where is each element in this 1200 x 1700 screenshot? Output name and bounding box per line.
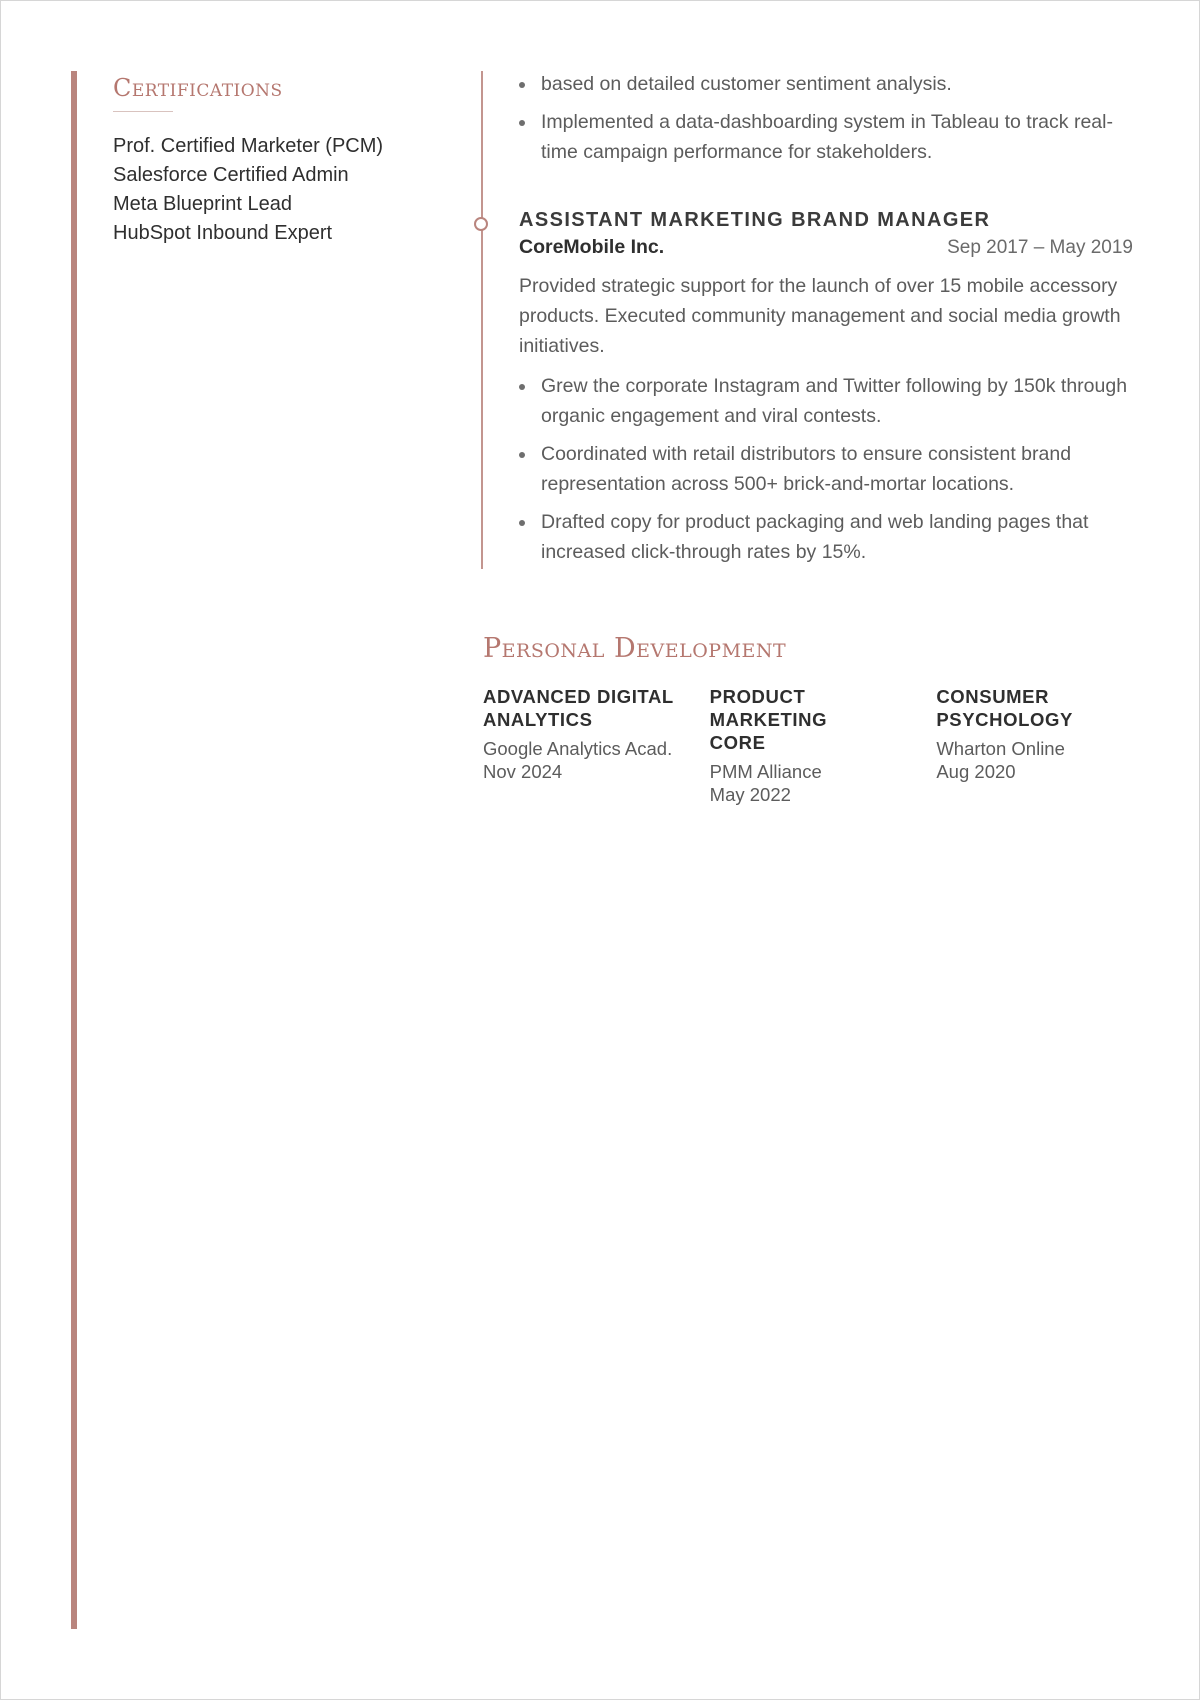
job-dates: Sep 2017 – May 2019 [947, 237, 1133, 258]
certification-item: Prof. Certified Marketer (PCM) [113, 135, 384, 157]
job-bullets [519, 371, 1133, 567]
bullet-item [519, 69, 1133, 99]
company-name: CoreMobile Inc. [519, 236, 665, 258]
job-summary: Provided strategic support for the launch of over 15 mobile accessory products. Executed community management and social media growth initiatives. [519, 275, 1121, 357]
personal-development-heading: Personal Development [483, 633, 787, 664]
certification-item: Meta Blueprint Lead [113, 193, 293, 215]
bullet-dot-icon [519, 120, 525, 126]
certifications-section [113, 71, 453, 248]
course-title: PRODUCT MARKETING CORE [709, 686, 828, 753]
course-item [483, 685, 710, 806]
certifications-heading: Certifications [113, 74, 283, 102]
job-entry [519, 206, 1133, 575]
course-item [936, 685, 1163, 806]
certifications-underline [113, 111, 173, 112]
bullet-text: Coordinated with retail distributors to ensure consistent brand representation across 500+ brick-and-mortar locations. [541, 443, 1072, 495]
bullet-item [519, 371, 1133, 431]
bullet-text: Implemented a data-dashboarding system in Tableau to track real-time campaign performance for stakeholders. [541, 111, 1113, 163]
bullet-dot-icon [519, 452, 525, 458]
bullet-dot-icon [519, 82, 525, 88]
left-accent-bar [71, 71, 77, 1629]
course-provider: PMM Alliance [709, 761, 822, 782]
certification-item: Salesforce Certified Admin [113, 164, 349, 186]
course-item [710, 685, 937, 806]
previous-job-bullets [519, 69, 1133, 167]
personal-development-grid [483, 685, 1163, 806]
course-provider: Wharton Online [936, 738, 1065, 759]
bullet-dot-icon [519, 520, 525, 526]
certifications-list [113, 132, 453, 248]
course-title: CONSUMER PSYCHOLOGY [936, 686, 1073, 730]
bullet-item [519, 439, 1133, 499]
job-title: ASSISTANT MARKETING BRAND MANAGER [519, 209, 991, 231]
bullet-text: Drafted copy for product packaging and web landing pages that increased click-through rates by 15%. [541, 511, 1089, 563]
course-date: Nov 2024 [483, 761, 563, 782]
course-date: Aug 2020 [936, 761, 1016, 782]
bullet-dot-icon [519, 384, 525, 390]
previous-job-continued [519, 69, 1133, 175]
certification-item: HubSpot Inbound Expert [113, 222, 333, 244]
course-provider: Google Analytics Acad. [483, 738, 673, 759]
bullet-text: Grew the corporate Instagram and Twitter following by 150k through organic engagement and viral contests. [541, 375, 1128, 427]
bullet-item [519, 507, 1133, 567]
timeline-node-icon [474, 217, 488, 231]
course-date: May 2022 [709, 784, 791, 805]
bullet-text: based on detailed customer sentiment analysis. [541, 73, 952, 95]
bullet-item [519, 107, 1133, 167]
course-title: ADVANCED DIGITAL ANALYTICS [483, 686, 674, 730]
personal-development-section [483, 631, 1163, 806]
job-meta [519, 236, 1133, 259]
timeline-line [481, 71, 483, 569]
